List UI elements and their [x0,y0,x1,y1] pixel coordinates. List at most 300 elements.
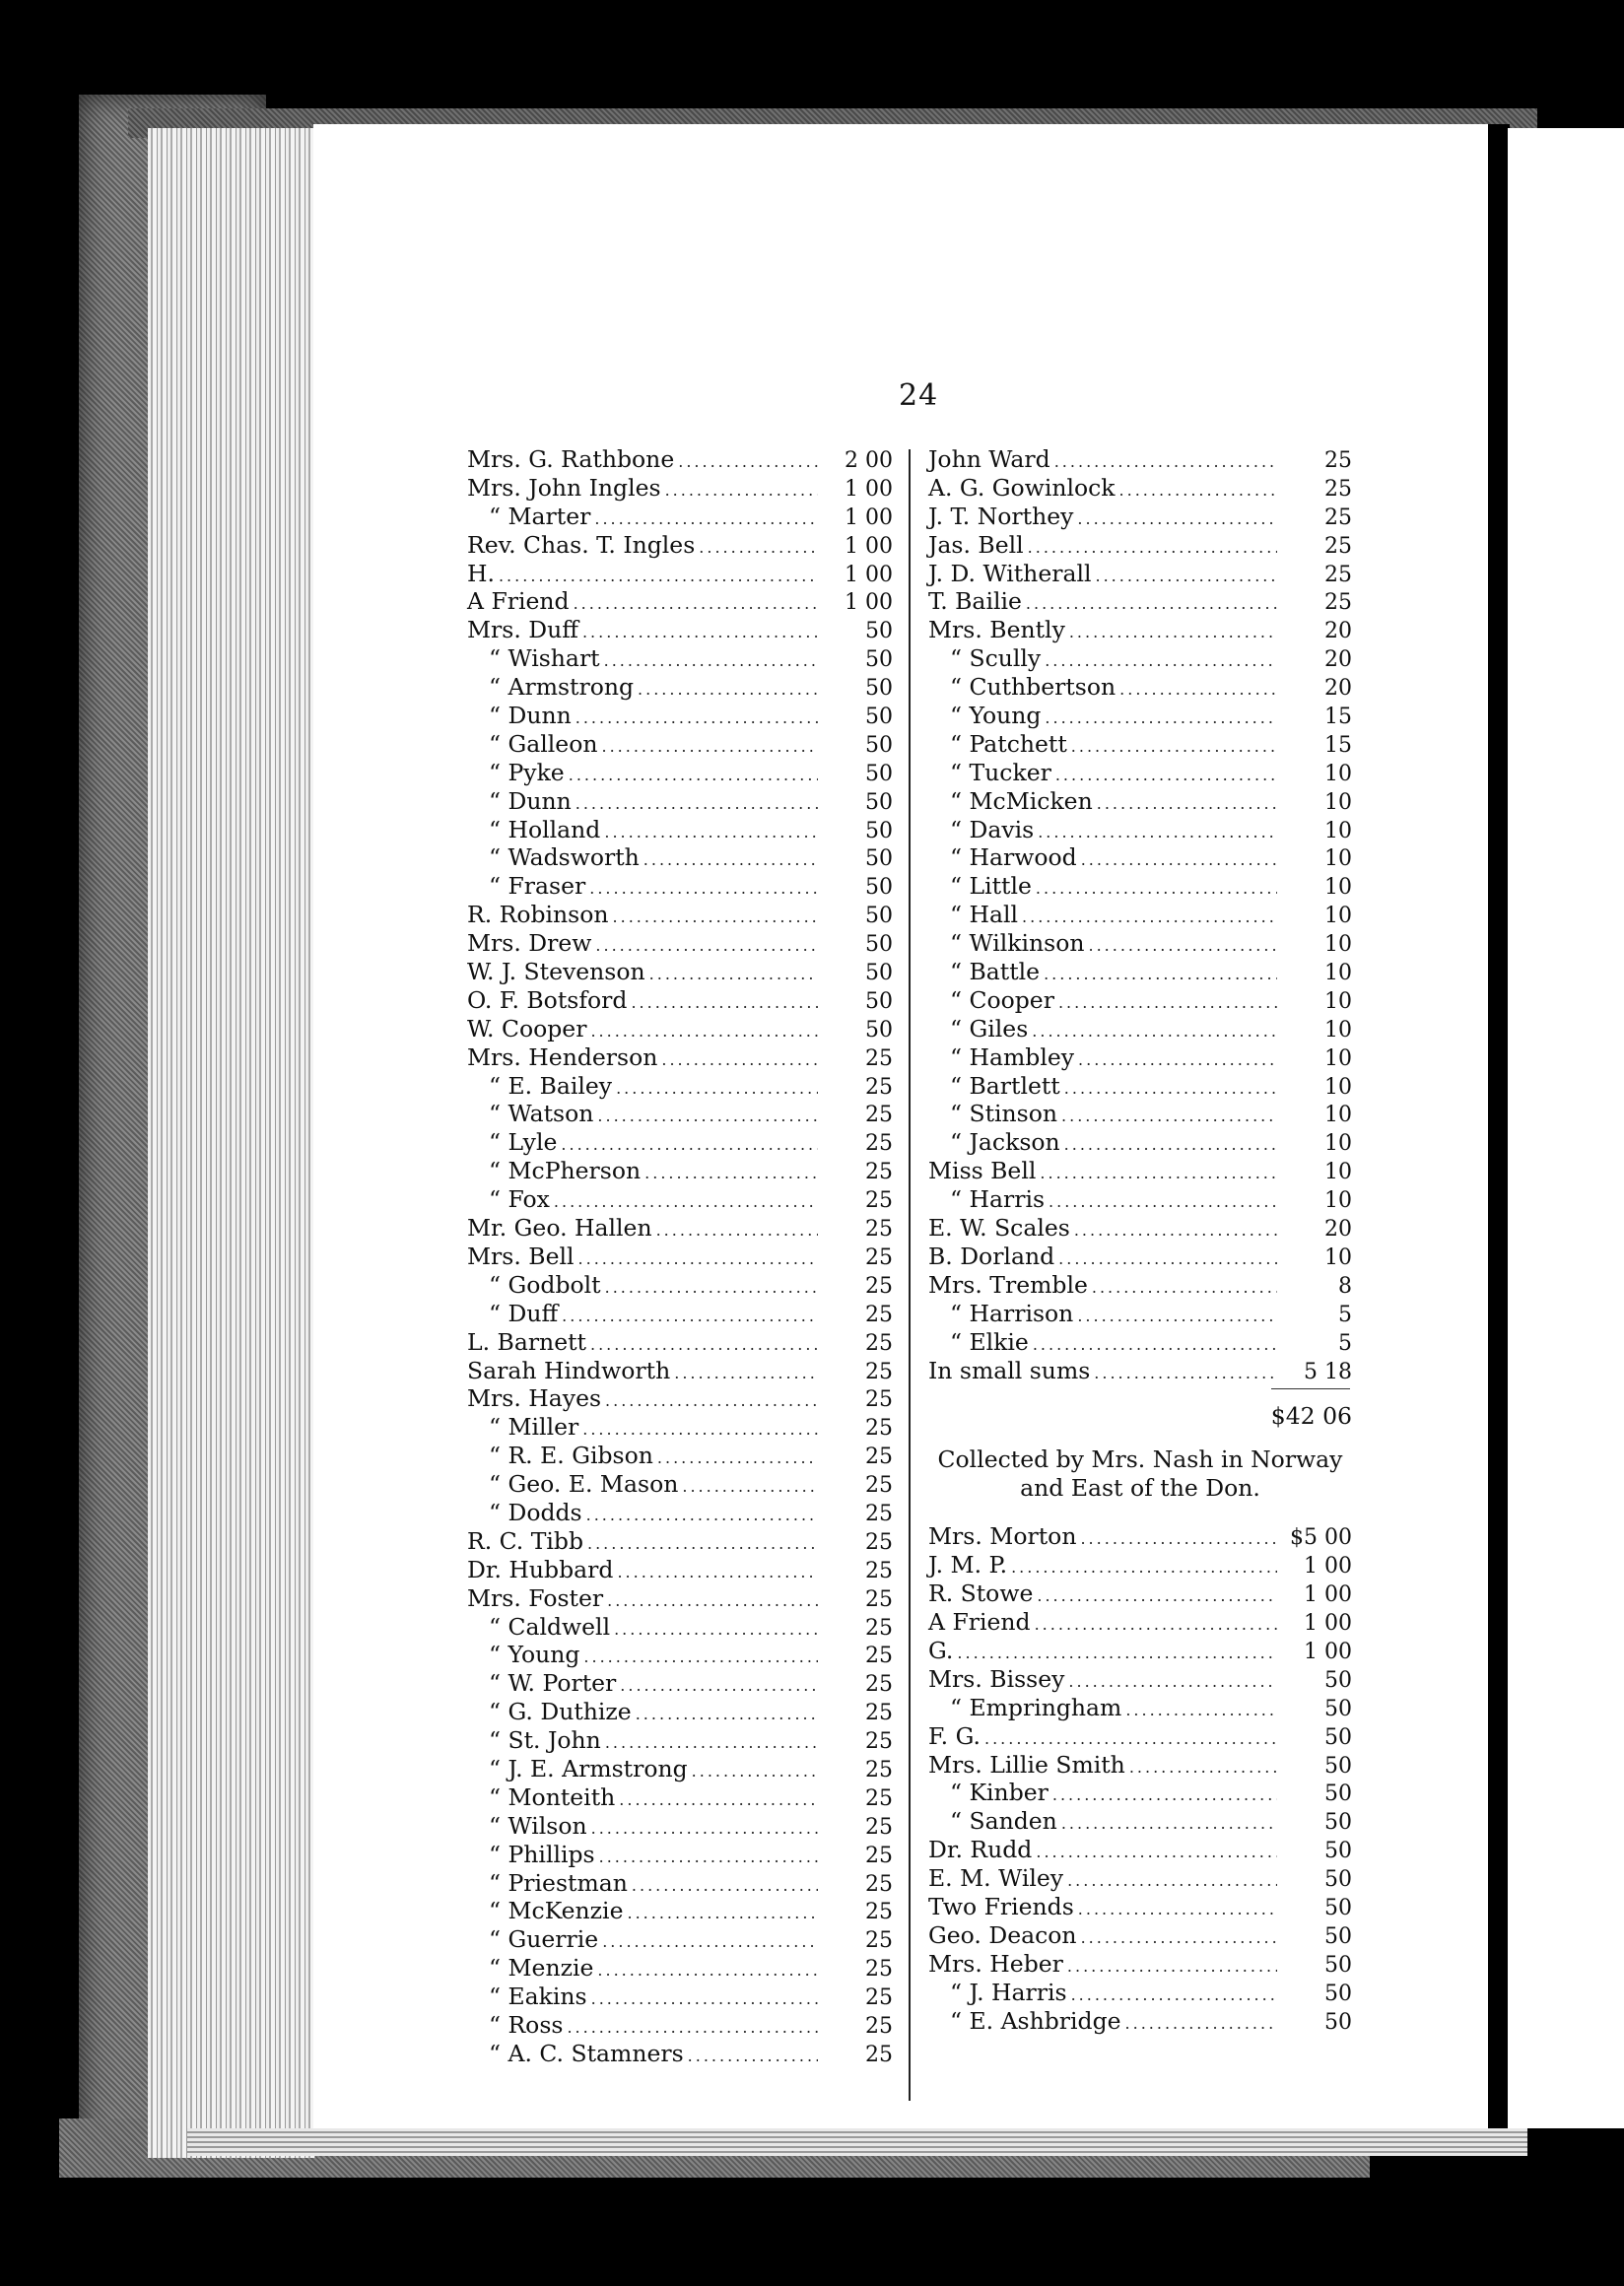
donation-amount: 25 [865,1529,893,1555]
donation-amount: 25 [865,1985,893,2011]
list-item [467,929,893,958]
leader-dots [1069,623,1277,641]
list-item [467,1214,893,1243]
donor-name: “ Wilson [489,1811,587,1840]
donation-amount: 10 [1324,846,1352,872]
donor-name: Mrs. Hayes [467,1384,602,1413]
leader-dots [602,1932,818,1951]
leader-dots [561,1135,818,1154]
total-rule [928,1384,1352,1402]
donor-name: “ Holland [489,815,601,843]
donation-amount: 50 [1324,1952,1352,1978]
donor-name: Two Friends [928,1892,1074,1920]
leader-dots [1068,1672,1277,1691]
list-item [467,730,893,759]
donor-name: “ Battle [950,958,1041,986]
donation-amount: 25 [865,2042,893,2067]
donor-name: T. Bailie [928,587,1022,616]
list-item [928,958,1352,986]
donor-name: “ Phillips [489,1840,595,1868]
leader-dots [614,1620,818,1639]
donation-amount: 25 [865,1615,893,1641]
list-item [928,587,1352,616]
list-item [928,673,1352,702]
list-item [467,843,893,872]
leader-dots [586,1506,818,1524]
leader-dots [957,1644,1277,1662]
leader-dots [605,1733,818,1752]
donor-name: W. Cooper [467,1014,587,1042]
donor-name: “ Marter [489,502,591,530]
donor-name: “ Eakins [489,1983,587,2011]
donor-name: “ Duff [489,1299,559,1327]
donation-amount: 1 00 [1304,1582,1352,1608]
leader-dots [1129,1758,1277,1777]
leader-dots [1045,708,1277,727]
list-item [928,1694,1352,1722]
donor-name: Sarah Hindworth [467,1356,671,1384]
leader-dots [607,1591,818,1610]
donation-amount: 10 [1324,988,1352,1014]
donation-amount: 10 [1324,904,1352,929]
donation-amount: 10 [1324,1074,1352,1100]
donation-amount: 25 [1324,533,1352,559]
leader-dots [1052,1785,1277,1804]
page-edges-bottom [187,2128,1527,2156]
donor-name: “ Ross [489,2010,564,2039]
right-column [928,445,1352,2035]
donor-name: A. G. Gowinlock [928,473,1116,502]
list-item [467,1556,893,1584]
donor-name: “ Cuthbertson [950,673,1116,702]
donation-amount: 25 [865,1217,893,1243]
leader-dots [554,1192,818,1211]
list-item [928,787,1352,816]
donor-name: F. G. [928,1721,981,1750]
donation-amount: 10 [1324,875,1352,901]
donor-name: “ McKenzie [489,1897,624,1925]
donor-name: Jas. Bell [928,530,1024,559]
list-item [467,958,893,986]
donation-amount: 25 [865,1729,893,1755]
donation-amount: 10 [1324,1017,1352,1042]
donation-amount: 50 [1324,1696,1352,1721]
donor-name: “ Bartlett [950,1071,1060,1100]
leader-dots [605,1391,818,1410]
donation-amount: 25 [865,1701,893,1726]
donation-amount: 25 [865,1843,893,1868]
donor-name: Mrs. Heber [928,1949,1063,1978]
list-item [928,1665,1352,1694]
donor-name: R. Stowe [928,1580,1034,1608]
donation-amount: 50 [865,676,893,702]
donation-amount: 25 [865,1928,893,1954]
total-amount: $42 06 [1270,1402,1352,1431]
donor-name: “ G. Duthize [489,1698,632,1726]
donation-amount: 50 [865,1017,893,1042]
donation-amount: 25 [865,1871,893,1897]
donation-amount: 50 [1324,1753,1352,1779]
donation-amount: 50 [1324,1867,1352,1893]
leader-dots [1094,1364,1277,1382]
donation-amount: 50 [1324,2009,1352,2035]
leader-dots [589,879,818,898]
donor-name: “ Menzie [489,1954,594,1983]
leader-dots [661,1050,818,1069]
donor-name: “ Wadsworth [489,843,640,872]
donation-amount: 25 [865,1103,893,1128]
leader-dots [619,1790,818,1809]
donor-name: B. Dorland [928,1242,1055,1270]
donor-name: “ Wishart [489,644,600,673]
list-item [928,560,1352,588]
donation-amount: 1 00 [1304,1639,1352,1664]
list-item [928,644,1352,673]
donor-name: J. M. P. [928,1551,1008,1580]
donation-amount: 50 [1324,1782,1352,1807]
donor-name: Mrs. Bently [928,616,1065,644]
leader-dots [627,1904,818,1922]
donor-name: “ Caldwell [489,1612,611,1641]
donation-amount: 25 [865,1501,893,1526]
donation-amount: 20 [1324,1217,1352,1243]
donation-amount: 25 [865,1814,893,1840]
leader-dots [1058,993,1277,1012]
list-item [928,901,1352,929]
list-item [928,1608,1352,1637]
donation-amount: 50 [865,846,893,872]
leader-dots [1036,879,1277,898]
donor-name: Mrs. Duff [467,616,578,644]
list-item [928,1580,1352,1608]
list-item [467,1897,893,1925]
leader-dots [1011,1558,1277,1577]
leader-dots [1049,1192,1277,1211]
leader-dots [1058,1249,1277,1268]
list-item [928,1551,1352,1580]
list-item [467,445,893,474]
donor-name: Mrs. Bell [467,1242,575,1270]
donation-amount: 25 [865,1273,893,1299]
leader-dots [1022,908,1277,926]
list-item [928,1214,1352,1243]
donor-name: W. J. Stevenson [467,958,645,986]
donation-amount: 25 [865,1473,893,1499]
donor-name: “ Pyke [489,758,565,786]
donation-amount: 15 [1324,732,1352,758]
donor-name: “ Galleon [489,729,598,758]
leader-dots [1119,481,1277,500]
donor-name: “ R. E. Gibson [489,1442,653,1470]
leader-dots [591,1819,818,1838]
left-column [467,445,893,2068]
donor-name: “ Stinson [950,1100,1058,1128]
list-item [928,1950,1352,1979]
leader-dots [604,651,818,670]
list-item [467,1726,893,1755]
leader-dots [591,1989,818,2008]
donation-amount: 10 [1324,1103,1352,1128]
donation-amount: 50 [865,988,893,1014]
list-item [928,1072,1352,1101]
list-item [467,616,893,644]
leader-dots [605,1278,818,1297]
next-page-strip [1508,128,1624,2128]
donation-amount: 50 [865,647,893,673]
list-item [928,1157,1352,1185]
leader-dots [597,1961,818,1980]
donation-amount: 10 [1324,932,1352,958]
leader-dots [1026,594,1277,613]
donation-amount: 50 [865,732,893,758]
donor-name: Miss Bell [928,1157,1037,1185]
list-item [928,1893,1352,1921]
donor-name: J. T. Northey [928,502,1074,530]
donor-name: “ Geo. E. Mason [489,1470,679,1499]
donor-name: “ A. C. Stamners [489,2039,684,2067]
leader-dots [638,680,818,699]
donor-name: Dr. Hubbard [467,1555,614,1583]
list-item [467,816,893,844]
list-item [467,702,893,730]
list-item [467,1641,893,1669]
leader-dots [617,1563,818,1581]
donation-amount: 50 [865,961,893,986]
donor-name: R. Robinson [467,901,609,929]
donation-amount: 50 [865,932,893,958]
donor-name: Mrs. Drew [467,929,592,958]
leader-dots [578,1249,818,1268]
donor-name: E. W. Scales [928,1214,1070,1243]
list-item [467,1015,893,1043]
donation-amount: 25 [1324,590,1352,616]
donation-amount: 50 [1324,1724,1352,1750]
leader-dots [1061,1814,1277,1833]
list-item [928,445,1352,474]
list-item [928,929,1352,958]
donor-name: “ Monteith [489,1782,616,1811]
list-item [467,1499,893,1527]
list-item [928,1357,1352,1385]
leader-dots [590,1335,818,1354]
total-row [928,1402,1352,1442]
donation-amount: 25 [865,1586,893,1612]
leader-dots [1033,1335,1277,1354]
leader-dots [984,1729,1277,1748]
list-item [467,787,893,816]
donation-amount: 25 [1324,562,1352,587]
list-item [467,1300,893,1328]
donation-amount: 25 [865,1558,893,1583]
leader-dots [595,936,818,955]
leader-dots [632,1876,818,1895]
donor-name: Rev. Chas. T. Ingles [467,530,696,559]
list-item [928,816,1352,844]
list-item [467,1584,893,1613]
donation-amount: 25 [1324,476,1352,502]
leader-dots [574,594,818,613]
leader-dots [1028,538,1277,557]
leader-dots [1064,1079,1277,1098]
donor-name: “ E. Ashbridge [950,2006,1121,2035]
leader-dots [1081,850,1277,869]
donor-name: “ St. John [489,1726,601,1755]
leader-dots [1032,1022,1277,1041]
donation-amount: 2 00 [845,448,893,473]
donor-name: “ McMicken [950,786,1093,815]
donation-amount: 10 [1324,1188,1352,1214]
list-item [928,1522,1352,1551]
list-item [467,1185,893,1214]
list-item [467,474,893,503]
leader-dots [1074,1221,1277,1240]
donor-name: Mrs. G. Rathbone [467,445,675,473]
donor-name: “ Hambley [950,1042,1075,1071]
leader-dots [1055,766,1277,784]
donor-name: “ McPherson [489,1157,642,1185]
leader-dots [575,794,818,813]
leader-dots [674,1364,818,1382]
leader-dots [1061,1107,1277,1125]
donor-name: “ Davis [950,815,1035,843]
donation-amount: 1 00 [845,533,893,559]
leader-dots [1044,965,1277,983]
leader-dots [636,1705,818,1723]
donor-name: Mrs. Tremble [928,1270,1088,1299]
list-item [928,730,1352,759]
donation-amount: 1 00 [845,504,893,530]
leader-dots [1119,680,1277,699]
donor-name: “ Hall [950,901,1019,929]
list-item [928,474,1352,503]
leader-dots [644,1164,818,1182]
donation-amount: 25 [865,1244,893,1270]
list-item [467,1698,893,1726]
list-item [928,531,1352,560]
donation-amount: 10 [1324,1244,1352,1270]
leader-dots [1125,2014,1277,2033]
list-item [928,1100,1352,1128]
leader-dots [1038,823,1277,841]
leader-dots [575,708,818,727]
list-item [467,1128,893,1157]
donor-name: A Friend [467,587,570,616]
leader-dots [1077,1307,1277,1325]
donation-amount: 1 00 [1304,1554,1352,1580]
donor-name: “ Guerrie [489,1925,599,1954]
list-item [467,1983,893,2011]
list-item [928,503,1352,531]
donation-amount: 25 [865,1644,893,1669]
list-item [928,1328,1352,1357]
donation-amount: 50 [1324,1839,1352,1864]
leader-dots [1035,1615,1277,1634]
leader-dots [616,1079,818,1098]
list-item [928,1043,1352,1072]
list-item [467,673,893,702]
donor-name: “ Young [489,1641,580,1669]
donation-amount: 50 [1324,1667,1352,1693]
donation-amount: 25 [865,1359,893,1384]
donor-name: “ E. Bailey [489,1071,613,1100]
donation-amount: 5 [1338,1330,1352,1356]
list-item [467,986,893,1015]
donor-name: In small sums [928,1356,1091,1384]
list-item [928,1921,1352,1950]
list-item [467,2011,893,2040]
list-item [467,644,893,673]
donation-amount: 50 [865,705,893,730]
leader-dots [582,623,818,641]
leader-dots [569,766,818,784]
list-item [928,1185,1352,1214]
donor-name: “ Harwood [950,843,1077,872]
leader-dots [1078,1050,1277,1069]
donor-name: “ Dunn [489,786,572,815]
donor-name: “ J. E. Armstrong [489,1754,688,1782]
leader-dots [1071,1985,1277,2004]
leader-dots [1045,651,1277,670]
list-item [467,1413,893,1442]
leader-dots [1064,1135,1277,1154]
list-item [467,1527,893,1556]
donation-amount: 10 [1324,789,1352,815]
donation-amount: 5 18 [1304,1359,1352,1384]
leader-dots [692,1762,818,1781]
leader-dots [1067,1957,1277,1976]
list-item [467,587,893,616]
list-item [928,1271,1352,1300]
list-item [467,759,893,787]
donation-amount: 50 [865,818,893,843]
donation-amount: $5 00 [1290,1525,1352,1551]
donation-amount: 1 00 [845,562,893,587]
list-item [467,1328,893,1357]
leader-dots [604,823,818,841]
donation-amount: 25 [865,2013,893,2039]
donation-amount: 25 [865,1785,893,1811]
list-item [467,1157,893,1185]
donor-name: “ Cooper [950,985,1054,1014]
donor-name: R. C. Tibb [467,1526,583,1555]
leader-dots [583,1647,818,1666]
donation-amount: 50 [865,875,893,901]
list-item [467,1954,893,1983]
donor-name: E. M. Wiley [928,1864,1064,1893]
list-item [467,1072,893,1101]
donor-name: “ Watson [489,1100,594,1128]
donation-amount: 20 [1324,647,1352,673]
list-item [928,843,1352,872]
donation-amount: 25 [865,1074,893,1100]
leader-dots [649,965,818,983]
donor-name: Mrs. John Ingles [467,473,661,502]
donor-name: “ Godbolt [489,1270,601,1299]
donor-name: Mrs. Lillie Smith [928,1750,1125,1779]
donor-name: A Friend [928,1608,1031,1637]
leader-dots [1097,794,1277,813]
donor-name: Geo. Deacon [928,1920,1077,1949]
leader-dots [1125,1701,1277,1719]
leader-dots [1036,1843,1277,1861]
donation-amount: 10 [1324,1160,1352,1185]
leader-dots [562,1307,818,1325]
page-edges [148,128,315,2158]
donation-amount: 50 [1324,1923,1352,1949]
donor-name: “ Tucker [950,758,1051,786]
donor-name: “ Dodds [489,1498,582,1526]
leader-dots [613,908,818,926]
